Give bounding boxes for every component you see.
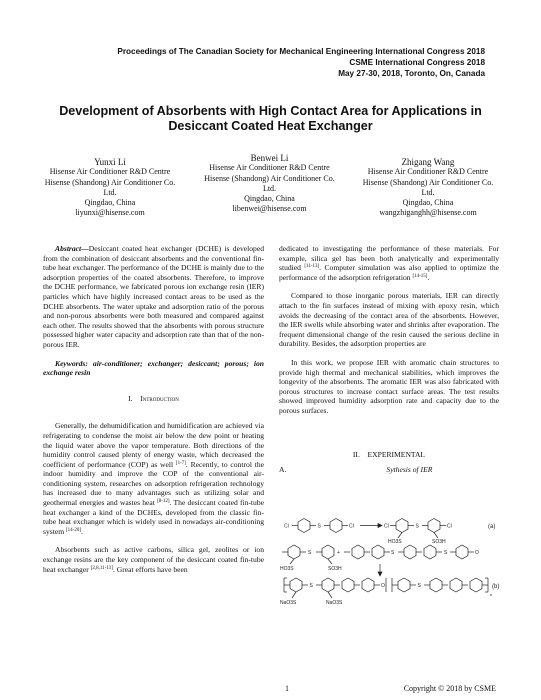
benzene-ring <box>428 519 440 533</box>
intro-paragraph-1 <box>43 421 264 536</box>
author-block-3 <box>354 157 502 219</box>
sulfonyl-label: S <box>308 550 312 556</box>
citation: [1-7] <box>175 460 186 466</box>
citation: [14-15] <box>412 273 428 279</box>
sulfonyl-label: S <box>391 550 395 556</box>
section-heading-experimental <box>279 450 499 460</box>
sulfonyl-label: S <box>309 583 313 589</box>
citation: [2,8,11-13] <box>90 565 113 571</box>
subsection-title: Sythesis of IER <box>386 465 433 475</box>
benzene-ring <box>342 578 354 592</box>
citation: [14-20] <box>66 527 81 533</box>
author-affiliation: Hisense (Shandong) Air Conditioner Co. <box>362 177 494 187</box>
benzene-ring <box>288 545 300 559</box>
section-heading-introduction <box>43 394 264 404</box>
benzene-ring <box>372 545 384 559</box>
paper-title <box>40 104 501 134</box>
sulfonyl-label: S <box>417 583 421 589</box>
author-affiliation: Ltd. <box>421 187 435 197</box>
benzene-ring <box>290 578 302 592</box>
right-paragraph-3: In this work, we propose IER with aromatic chain structures to provide high thermal and mechanical stabilities, which improves the longevity of the absorbents. The aromatic IER was also fabricated with porous structures to increase contact surface areas. The test results showed improved humidity adsorption rate and capacity due to the porous surfaces. <box>279 357 499 415</box>
sulfonate-label: NaO3S <box>280 600 297 606</box>
benzene-ring <box>396 519 408 533</box>
left-column <box>43 244 264 574</box>
sulfonate-label: NaO3S <box>326 600 343 606</box>
text-run: . Recently, to control the indoor humidity and improve the COP of the conventional air-conditioning system, researches on adsorption refrigeration technology has increased due to many advantages such as utilizing solar and geothermal energies and wastes heat <box>43 459 264 508</box>
paper-title-line-1: Development of Absorbents with High Contact Area for Applications in <box>59 104 482 118</box>
sulfonate-label: SO3H <box>432 539 446 545</box>
text-run: . The desiccant coated fin-tube heat exchanger a kind of the DCHEs, developed from the classic fin-tube heat exchanger which is widely used in nowadays air-conditioning system <box>43 498 264 536</box>
benzene-ring <box>330 519 342 533</box>
text-run: . <box>427 272 430 282</box>
ier-synthesis-scheme-figure <box>280 508 502 612</box>
citation: [11-13] <box>304 264 320 270</box>
benzene-ring <box>322 545 334 559</box>
section-number: I. <box>128 393 133 403</box>
benzene-ring <box>362 578 374 592</box>
keywords-text: air-conditioner; exchanger; desiccant; porous; ion exchange resin <box>43 358 264 378</box>
text-run: Absorbents such as active carbons, silica gel, zeolites or ion exchange resins are the key component of the desiccant coated fin-tube heat exchanger <box>43 545 264 574</box>
author-affiliation: Ltd. <box>103 187 117 197</box>
benzene-ring <box>430 578 442 592</box>
paper-title-line-2: Desiccant Coated Heat Exchanger <box>168 119 373 133</box>
sulfonate-label: HO3S <box>280 566 294 572</box>
sulfonyl-label: S <box>444 550 448 556</box>
abstract-dash: — <box>81 244 89 253</box>
chlorine-label: Cl <box>447 523 452 530</box>
sulfonyl-label: S <box>317 523 321 530</box>
text-run: . Great efforts have been <box>112 564 188 574</box>
author-affiliation: Hisense Air Conditioner R&D Centre <box>367 167 489 177</box>
text-run: dedicated to investigating the performance of these materials. For example, silica gel has been both analytically and experimentally studied <box>279 244 499 273</box>
section-title: EXPERIMENTAL <box>367 449 426 459</box>
page-number: 1 <box>285 684 289 693</box>
author-block-1 <box>40 157 180 219</box>
conference-name: Proceedings of The Canadian Society for Mechanical Engineering International Congress 2018 <box>117 47 485 56</box>
author-name: Benwei Li <box>250 153 289 163</box>
right-column <box>279 244 499 475</box>
benzene-ring <box>456 545 468 559</box>
chlorine-label: Cl <box>284 523 289 530</box>
abstract-text: Desiccant coated heat exchanger (DCHE) is developed from the combination of desiccant absorbents and the conventional fin-tube heat exchanger. The performance of the DCHE is mainly due to the adsorption properties of the coated absorbents. Therefore, to improve the DCHE performance, we fabricated porous ion exchange resin (IER) particles which have highly increased contact areas to be used as the DCHE absorbents. The water uptake and adsorption ratio of the porous and non-porous absorbents were both measured and compared against each other. The results showed that the absorbents with porous structure possessed higher water capacity and adsorption rate than that of the non-porous IER. <box>43 244 264 349</box>
author-block-2 <box>192 153 347 215</box>
oxygen-label: O <box>475 550 479 556</box>
benzene-ring <box>298 519 310 533</box>
abstract-label: Abstract <box>55 244 82 253</box>
repeat-index: n <box>490 592 493 597</box>
oxygen-label: O <box>381 583 385 589</box>
conference-short-name: CSME International Congress 2018 <box>349 58 485 67</box>
section-number: II. <box>352 449 360 459</box>
author-affiliation: Hisense (Shandong) Air Conditioner Co. <box>44 177 176 187</box>
keywords-label: Keywords: <box>55 358 93 368</box>
plus-sign: + <box>337 550 340 556</box>
sulfonate-label: HO3S <box>388 539 402 545</box>
benzene-ring <box>424 545 436 559</box>
abstract <box>43 244 264 350</box>
author-email: wangzhiganghh@hisense.com <box>379 208 477 218</box>
intro-paragraph-2 <box>43 545 264 574</box>
author-email: libenwei@hisense.com <box>232 204 307 214</box>
author-name: Yunxi Li <box>94 157 126 167</box>
author-location: Qingdao, China <box>402 198 454 208</box>
text-run: . <box>81 526 83 536</box>
benzene-ring <box>322 578 334 592</box>
chlorine-label: Cl <box>384 523 389 530</box>
author-affiliation: Hisense (Shandong) Air Conditioner Co. <box>204 173 335 183</box>
text-run: Generally, the dehumidification and humidification are achieved via refrigerating to condense the moist air below the dew point or heating the liquid water above the vapor temperature. Both directions of the humidity control caused plenty of energy waste, which decreased the coefficient of performance (COP) as well <box>43 421 264 469</box>
text-run: . Computer simulation was also applied to optimize the performance of the adsorption refrigeration <box>279 263 499 282</box>
conference-date-location: May 27-30, 2018, Toronto, On, Canada <box>338 69 485 78</box>
benzene-ring <box>404 545 416 559</box>
sulfonate-label: SO3H <box>328 566 342 572</box>
subsection-heading <box>279 465 499 475</box>
section-title: Introduction <box>140 393 179 403</box>
benzene-ring <box>398 578 410 592</box>
subsection-letter: A. <box>279 465 287 475</box>
benzene-ring <box>470 578 482 592</box>
benzene-ring <box>450 578 462 592</box>
author-affiliation: Ltd. <box>262 183 277 193</box>
right-paragraph-2: Compared to those inorganic porous materials, IER can directly attach to the fin surfaces instead of mixing with epoxy resin, which avoids the decreasing of the contact area of the absorbents. However, the IER swells while absorbing water and shrinks after evaporation. The frequent dimensional change of the resin caused the serious decline in durability. Besides, the adsorption properties are <box>279 291 499 349</box>
benzene-ring <box>352 545 364 559</box>
right-paragraph-1 <box>279 244 499 282</box>
author-location: Qingdao, China <box>244 194 295 204</box>
sulfonyl-label: S <box>415 523 419 530</box>
author-affiliation: Hisense Air Conditioner R&D Centre <box>49 167 171 177</box>
author-name: Zhigang Wang <box>401 157 455 167</box>
figure-label-a: (a) <box>488 524 496 530</box>
keywords <box>43 359 264 378</box>
author-location: Qingdao, China <box>84 198 136 208</box>
author-affiliation: Hisense Air Conditioner R&D Centre <box>209 163 330 173</box>
citation: [8-12] <box>157 499 170 505</box>
author-email: liyunxi@hisense.com <box>75 208 145 218</box>
copyright-notice: Copyright © 2018 by CSME <box>403 684 496 693</box>
figure-label-b: (b) <box>492 584 500 590</box>
chlorine-label: Cl <box>349 523 354 530</box>
